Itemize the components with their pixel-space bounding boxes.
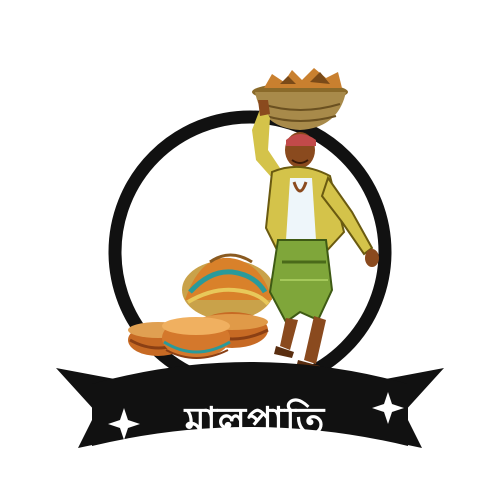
- brand-name: মালপাতি: [184, 399, 326, 443]
- basket-stack-illustration: [128, 255, 274, 358]
